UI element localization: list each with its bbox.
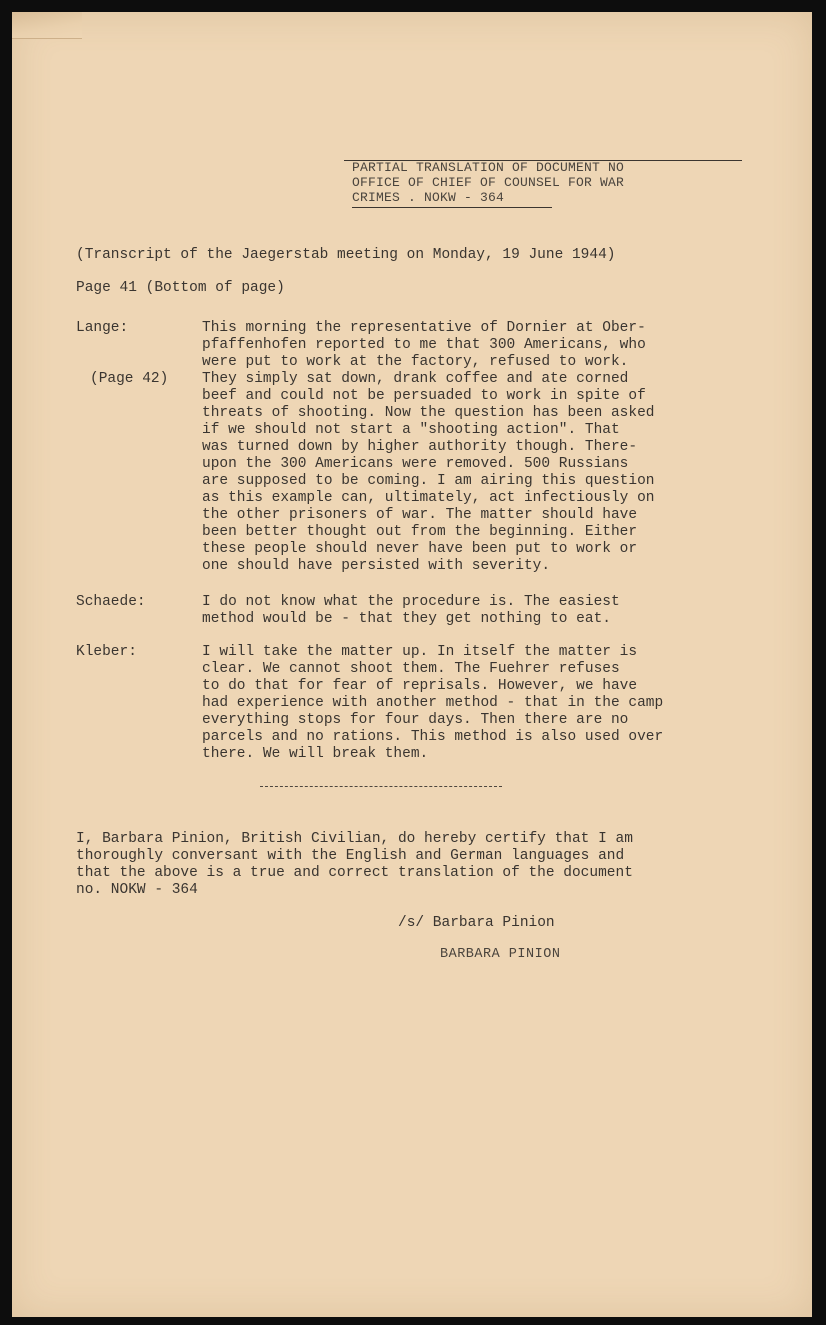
schaede-statement <box>202 594 762 628</box>
transcript-intro: (Transcript of the Jaegerstab meeting on Monday, 19 June 1944) <box>76 247 616 263</box>
certification-block <box>76 831 756 899</box>
statement-line: pfaffenhofen reported to me that 300 Americans, who <box>202 337 646 353</box>
certification-line: that the above is a true and correct translation of the document <box>76 865 633 881</box>
page-reference: Page 41 (Bottom of page) <box>76 280 285 296</box>
statement-line: upon the 300 Americans were removed. 500 Russians <box>202 456 629 472</box>
certification-line: thoroughly conversant with the English and German languages and <box>76 848 625 864</box>
statement-line: are supposed to be coming. I am airing this question <box>202 473 655 489</box>
statement-line: beef and could not be persuaded to work in spite of <box>202 388 646 404</box>
header-line-3: CRIMES . NOKW - 364 <box>352 190 505 205</box>
statement-line: was turned down by higher authority though. There- <box>202 439 638 455</box>
signature-printed-name: BARBARA PINION <box>440 947 561 962</box>
statement-line: if we should not start a "shooting action". That <box>202 422 620 438</box>
statement-line: clear. We cannot shoot them. The Fuehrer refuses <box>202 661 620 677</box>
statement-line: as this example can, ultimately, act infectiously on <box>202 490 655 506</box>
certification-line: no. NOKW - 364 <box>76 882 198 898</box>
folded-corner <box>12 12 82 39</box>
statement-line: method would be - that they get nothing to eat. <box>202 611 611 627</box>
statement-line: to do that for fear of reprisals. However, we have <box>202 678 638 694</box>
page-note: (Page 42) <box>90 371 169 387</box>
kleber-statement <box>202 644 762 763</box>
section-divider <box>260 786 502 787</box>
statement-line: This morning the representative of Dornier at Ober- <box>202 320 646 336</box>
header-bottom-rule <box>352 207 552 208</box>
statement-line: there. We will break them. <box>202 746 429 762</box>
lange-statement <box>202 320 762 575</box>
statement-line: everything stops for four days. Then there are no <box>202 712 629 728</box>
statement-line: were put to work at the factory, refused to work. <box>202 354 629 370</box>
speaker-kleber: Kleber: <box>76 644 137 660</box>
statement-line: threats of shooting. Now the question has been asked <box>202 405 655 421</box>
statement-line: been better thought out from the beginning. Either <box>202 524 638 540</box>
document-header <box>352 160 742 205</box>
certification-line: I, Barbara Pinion, British Civilian, do hereby certify that I am <box>76 831 633 847</box>
speaker-lange: Lange: <box>76 320 129 336</box>
statement-line: had experience with another method - that in the camp <box>202 695 664 711</box>
statement-line: They simply sat down, drank coffee and ate corned <box>202 371 629 387</box>
statement-line: these people should never have been put to work or <box>202 541 638 557</box>
statement-line: the other prisoners of war. The matter should have <box>202 507 638 523</box>
statement-line: I will take the matter up. In itself the matter is <box>202 644 638 660</box>
header-line-1: PARTIAL TRANSLATION OF DOCUMENT NO <box>352 160 625 175</box>
statement-line: parcels and no rations. This method is also used over <box>202 729 664 745</box>
statement-line: I do not know what the procedure is. The easiest <box>202 594 620 610</box>
statement-line: one should have persisted with severity. <box>202 558 551 574</box>
speaker-schaede: Schaede: <box>76 594 146 610</box>
signature-signed: /s/ Barbara Pinion <box>398 915 555 931</box>
header-top-rule <box>344 160 742 161</box>
header-line-2: OFFICE OF CHIEF OF COUNSEL FOR WAR <box>352 175 625 190</box>
